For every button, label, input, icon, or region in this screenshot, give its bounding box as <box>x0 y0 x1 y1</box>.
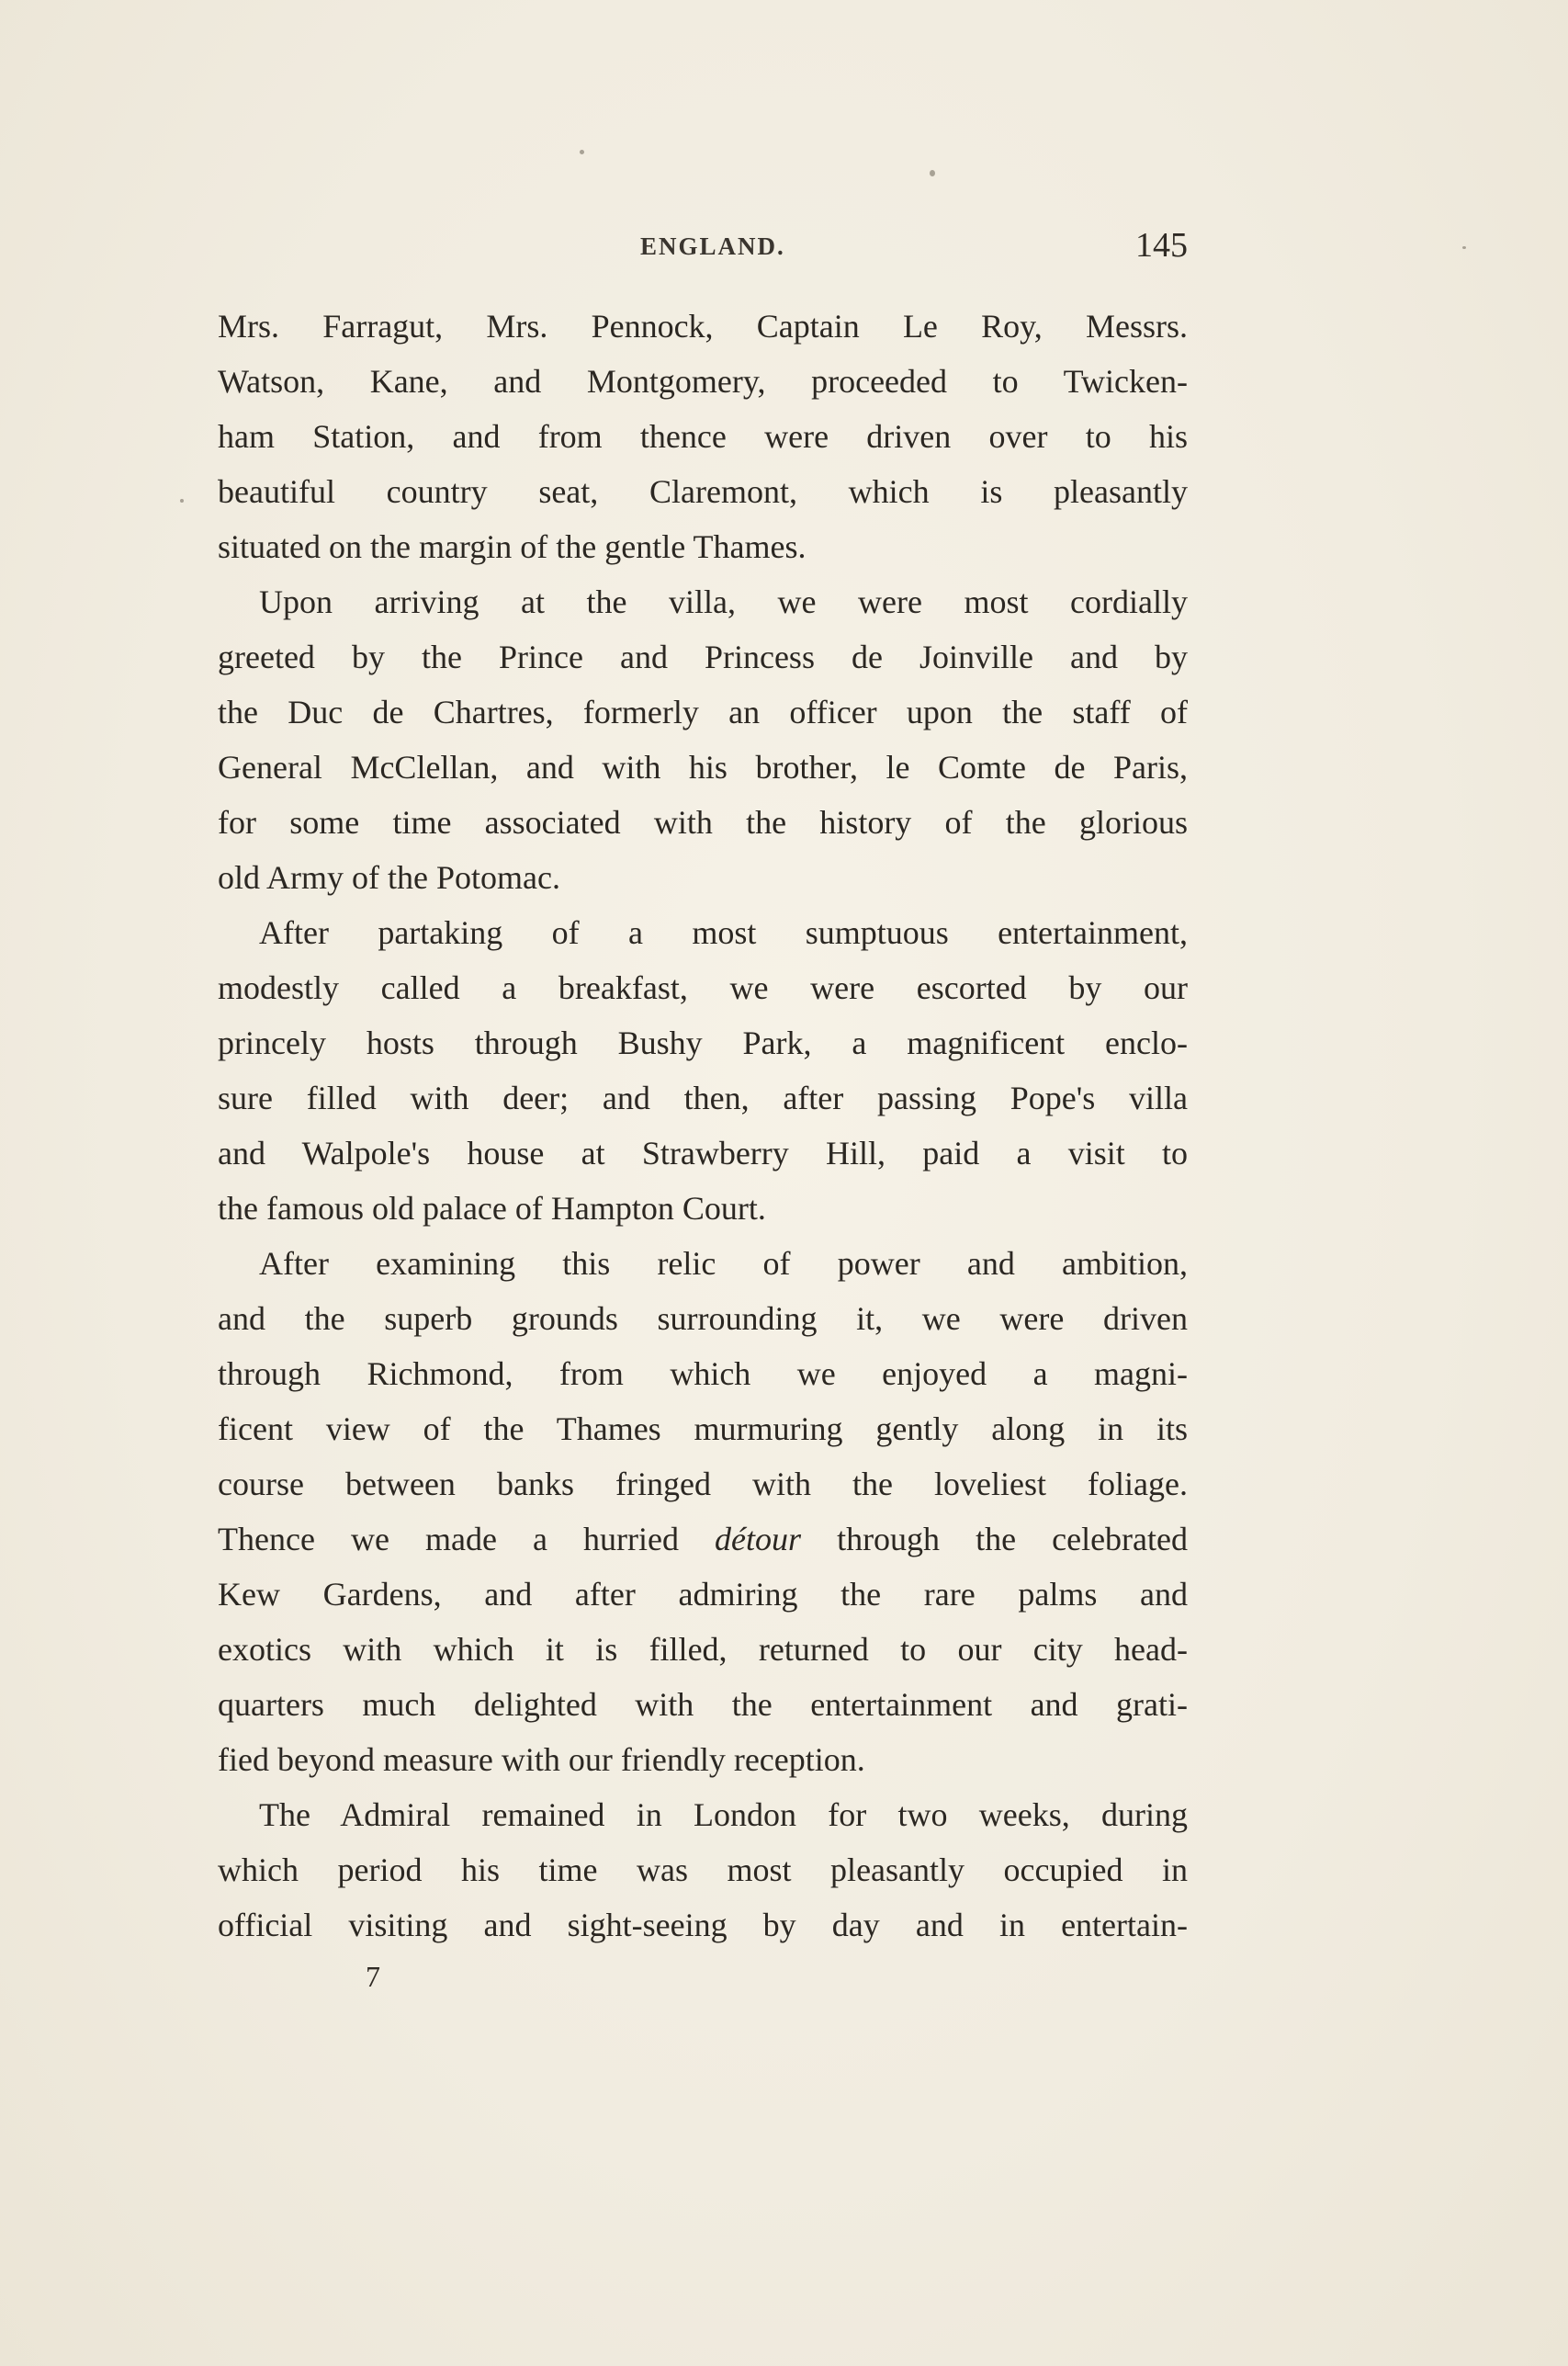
text-line: ficent view of the Thames murmuring gently along in its <box>218 1410 1188 1447</box>
text-line: modestly called a breakfast, we were escorted by our <box>218 969 1188 1006</box>
text-line: beautiful country seat, Claremont, which is pleasantly <box>218 473 1188 510</box>
text-fragment: Thence we made a hurried <box>218 1521 679 1557</box>
text-line: quarters much delighted with the entertainment and grati- <box>218 1686 1188 1723</box>
text-line-mixed <box>218 1511 1188 1567</box>
text-line: Kew Gardens, and after admiring the rare palms and <box>218 1576 1188 1613</box>
text-line: fied beyond measure with our friendly reception. <box>218 1741 865 1778</box>
text-line: greeted by the Prince and Princess de Joinville and by <box>218 639 1188 675</box>
text-line: General McClellan, and with his brother, le Comte de Paris, <box>218 749 1188 786</box>
text-line: ham Station, and from thence were driven over to his <box>218 418 1188 455</box>
signature-mark: 7 <box>366 1960 380 1993</box>
italic-word: détour <box>715 1521 802 1557</box>
ink-speck <box>180 499 184 503</box>
text-line: Upon arriving at the villa, we were most cordially <box>259 583 1188 620</box>
text-line: After examining this relic of power and ambition, <box>259 1245 1188 1282</box>
text-line: princely hosts through Bushy Park, a magnificent enclo- <box>218 1025 1188 1061</box>
text-line: Watson, Kane, and Montgomery, proceeded to Twicken- <box>218 363 1188 400</box>
text-line: old Army of the Potomac. <box>218 859 560 896</box>
text-line: exotics with which it is filled, returned to our city head- <box>218 1631 1188 1668</box>
text-fragment: through the celebrated <box>837 1521 1188 1557</box>
text-line: course between banks fringed with the loveliest foliage. <box>218 1466 1188 1502</box>
page-header <box>218 225 1188 271</box>
page-number: 145 <box>1135 226 1188 265</box>
text-line: situated on the margin of the gentle Thames. <box>218 528 807 565</box>
text-line: After partaking of a most sumptuous entertainment, <box>259 914 1188 951</box>
text-line: and the superb grounds surrounding it, we were driven <box>218 1300 1188 1337</box>
ink-speck <box>930 170 935 176</box>
text-line: the famous old palace of Hampton Court. <box>218 1190 766 1227</box>
running-head: ENGLAND. <box>640 232 785 260</box>
text-line: through Richmond, from which we enjoyed a magni- <box>218 1355 1188 1392</box>
text-line: for some time associated with the history of the glorious <box>218 804 1188 841</box>
text-line: sure filled with deer; and then, after passing Pope's villa <box>218 1080 1188 1116</box>
body-text <box>218 299 1188 1953</box>
text-line: and Walpole's house at Strawberry Hill, paid a visit to <box>218 1135 1188 1172</box>
ink-speck <box>1462 246 1466 249</box>
text-line: Mrs. Farragut, Mrs. Pennock, Captain Le Roy, Messrs. <box>218 308 1188 345</box>
text-line: official visiting and sight-seeing by day and in entertain- <box>218 1907 1188 1943</box>
ink-speck <box>580 150 584 154</box>
text-line: The Admiral remained in London for two weeks, during <box>259 1796 1188 1833</box>
text-line: the Duc de Chartres, formerly an officer upon the staff of <box>218 694 1188 730</box>
text-line: which period his time was most pleasantly occupied in <box>218 1851 1188 1888</box>
